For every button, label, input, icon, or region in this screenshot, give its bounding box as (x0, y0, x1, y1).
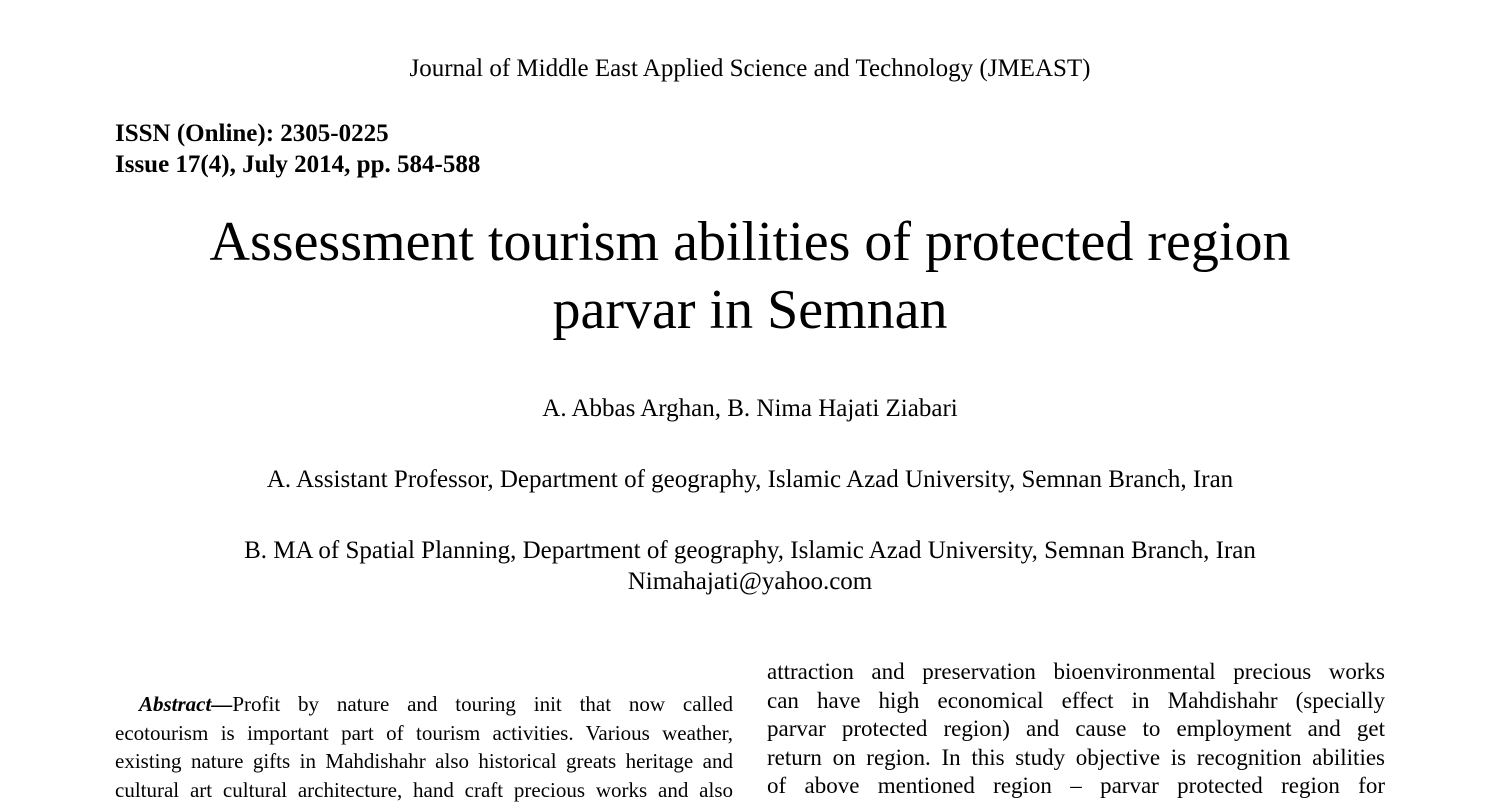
abstract-line: cultural art cultural architecture, hand craft precious works and also (115, 776, 733, 804)
publication-meta (115, 118, 480, 180)
body-column-right (767, 658, 1385, 801)
issn: ISSN (Online): 2305-0225 (115, 118, 480, 149)
abstract (115, 690, 733, 804)
abstract-text: Profit by nature and touring init that now called (232, 692, 733, 716)
affiliation-a: A. Assistant Professor, Department of geography, Islamic Azad University, Semnan Branch, Iran (0, 464, 1500, 495)
body-line: attraction and preservation bioenvironmental precious works (767, 658, 1385, 687)
issue-info: Issue 17(4), July 2014, pp. 584-588 (115, 149, 480, 180)
body-line: parvar protected region) and cause to employment and get (767, 715, 1385, 744)
affiliation-b: B. MA of Spatial Planning, Department of geography, Islamic Azad University, Semnan Branch, Iran (0, 535, 1500, 566)
body-line: can have high economical effect in Mahdishahr (specially (767, 687, 1385, 716)
body-line: of above mentioned region – parvar protected region for (767, 772, 1385, 801)
author-email: Nimahajati@yahoo.com (0, 566, 1500, 597)
abstract-line: ecotourism is important part of tourism activities. Various weather, (115, 719, 733, 748)
title-line: Assessment tourism abilities of protected region (0, 208, 1500, 276)
title-line: parvar in Semnan (0, 276, 1500, 344)
abstract-line (115, 690, 733, 719)
journal-name: Journal of Middle East Applied Science and Technology (JMEAST) (0, 54, 1500, 84)
abstract-line: existing nature gifts in Mahdishahr also historical greats heritage and (115, 747, 733, 776)
authors: A. Abbas Arghan, B. Nima Hajati Ziabari (0, 393, 1500, 424)
abstract-label: Abstract— (139, 692, 232, 716)
body-line: return on region. In this study objective is recognition abilities (767, 744, 1385, 773)
paper-title (0, 208, 1500, 344)
